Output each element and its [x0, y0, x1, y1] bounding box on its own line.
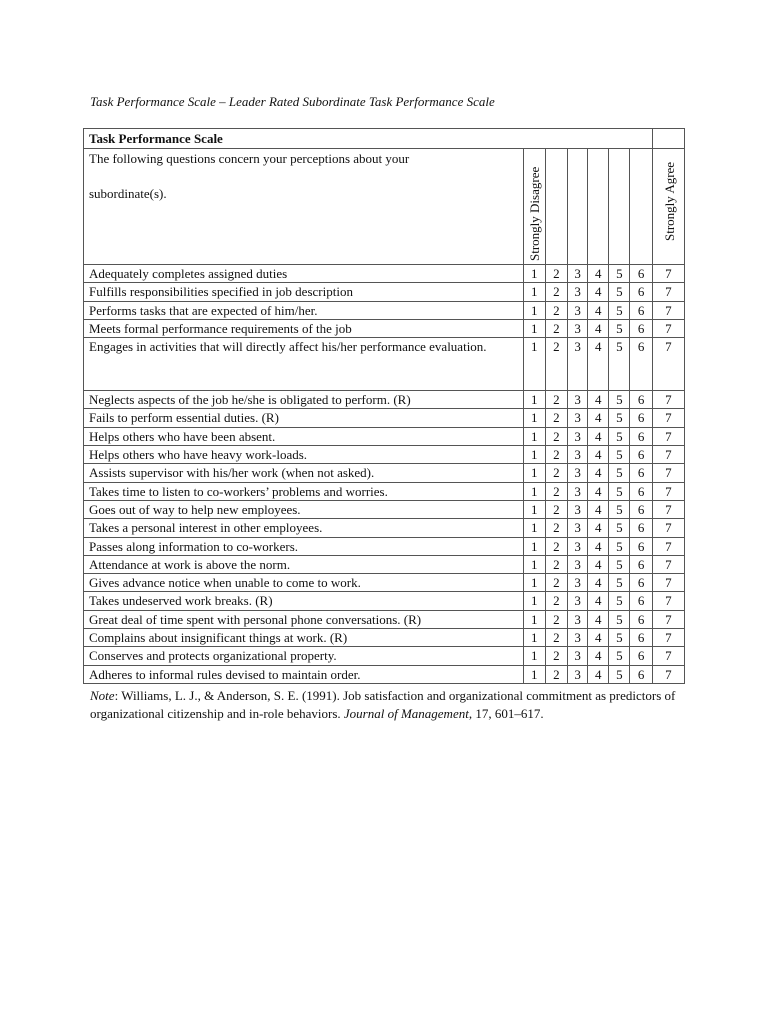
scale-option-3[interactable]: 3: [567, 283, 587, 301]
item-label: Gives advance notice when unable to come to work.: [84, 574, 524, 592]
scale-option-5[interactable]: 5: [609, 574, 630, 592]
intro-line-2: subordinate(s).: [89, 186, 167, 201]
scale-option-3[interactable]: 3: [567, 301, 587, 319]
scale-option-4[interactable]: 4: [588, 482, 609, 500]
scale-option-6[interactable]: 6: [630, 592, 652, 610]
scale-option-3[interactable]: 3: [567, 446, 587, 464]
item-label: Complains about insignificant things at work. (R): [84, 629, 524, 647]
scale-option-1[interactable]: 1: [523, 610, 545, 628]
scale-option-7[interactable]: 7: [652, 537, 684, 555]
table-header-row: [84, 129, 685, 149]
scale-option-7[interactable]: 7: [652, 482, 684, 500]
scale-option-7[interactable]: 7: [652, 265, 684, 283]
item-label: Takes time to listen to co-workers’ problems and worries.: [84, 482, 524, 500]
item-label: Goes out of way to help new employees.: [84, 500, 524, 518]
item-label: Fulfills responsibilities specified in job description: [84, 283, 524, 301]
table-row: [84, 283, 685, 301]
scale-option-1[interactable]: 1: [523, 391, 545, 409]
scale-option-1[interactable]: 1: [523, 537, 545, 555]
table-row: [84, 555, 685, 573]
scale-option-2[interactable]: 2: [545, 464, 567, 482]
scale-option-4[interactable]: 4: [588, 647, 609, 665]
scale-option-6[interactable]: 6: [630, 574, 652, 592]
anchor-low-label: Strongly Disagree: [526, 166, 542, 261]
scale-option-4[interactable]: 4: [588, 265, 609, 283]
table-row: [84, 592, 685, 610]
scale-option-3[interactable]: 3: [567, 629, 587, 647]
item-label: Fails to perform essential duties. (R): [84, 409, 524, 427]
scale-option-2[interactable]: 2: [545, 555, 567, 573]
scale-option-2[interactable]: 2: [545, 665, 567, 683]
scale-option-5[interactable]: 5: [609, 338, 630, 391]
scale-option-1[interactable]: 1: [523, 301, 545, 319]
scale-option-3[interactable]: 3: [567, 519, 587, 537]
scale-option-1[interactable]: 1: [523, 574, 545, 592]
scale-option-5[interactable]: 5: [609, 427, 630, 445]
scale-option-3[interactable]: 3: [567, 592, 587, 610]
scale-option-4[interactable]: 4: [588, 610, 609, 628]
scale-option-6[interactable]: 6: [630, 446, 652, 464]
scale-option-1[interactable]: 1: [523, 592, 545, 610]
scale-option-7[interactable]: 7: [652, 629, 684, 647]
scale-option-1[interactable]: 1: [523, 446, 545, 464]
table-row: [84, 391, 685, 409]
scale-option-1[interactable]: 1: [523, 555, 545, 573]
scale-option-3[interactable]: 3: [567, 574, 587, 592]
scale-option-7[interactable]: 7: [652, 574, 684, 592]
scale-option-5[interactable]: 5: [609, 283, 630, 301]
scale-option-5[interactable]: 5: [609, 409, 630, 427]
table-header: Task Performance Scale: [84, 129, 653, 149]
scale-option-6[interactable]: 6: [630, 319, 652, 337]
scale-option-4[interactable]: 4: [588, 446, 609, 464]
scale-option-4[interactable]: 4: [588, 301, 609, 319]
scale-option-1[interactable]: 1: [523, 283, 545, 301]
scale-option-1[interactable]: 1: [523, 409, 545, 427]
scale-option-5[interactable]: 5: [609, 446, 630, 464]
scale-option-1[interactable]: 1: [523, 519, 545, 537]
item-label: [84, 338, 524, 391]
item-label: Takes undeserved work breaks. (R): [84, 592, 524, 610]
scale-option-3[interactable]: 3: [567, 537, 587, 555]
citation-note: [90, 687, 680, 723]
scale-option-6[interactable]: 6: [630, 519, 652, 537]
scale-option-4[interactable]: 4: [588, 338, 609, 391]
scale-option-4[interactable]: 4: [588, 283, 609, 301]
scale-option-7[interactable]: 7: [652, 446, 684, 464]
table-row: [84, 500, 685, 518]
scale-option-6[interactable]: 6: [630, 610, 652, 628]
table-row: [84, 464, 685, 482]
anchor-high-label: Strongly Agree: [661, 161, 677, 241]
table-row: [84, 301, 685, 319]
scale-option-2[interactable]: 2: [545, 409, 567, 427]
scale-option-4[interactable]: 4: [588, 629, 609, 647]
scale-option-5[interactable]: 5: [609, 464, 630, 482]
note-label: Note: [90, 688, 115, 703]
scale-option-7[interactable]: 7: [652, 283, 684, 301]
table-row: [84, 265, 685, 283]
scale-option-3[interactable]: 3: [567, 265, 587, 283]
scale-option-2[interactable]: 2: [545, 537, 567, 555]
scale-option-6[interactable]: 6: [630, 665, 652, 683]
scale-option-2[interactable]: 2: [545, 610, 567, 628]
scale-option-5[interactable]: 5: [609, 537, 630, 555]
scale-option-5[interactable]: 5: [609, 665, 630, 683]
scale-option-3[interactable]: 3: [567, 482, 587, 500]
scale-option-1[interactable]: 1: [523, 629, 545, 647]
item-label: Great deal of time spent with personal phone conversations. (R): [84, 610, 524, 628]
scale-option-2[interactable]: 2: [545, 519, 567, 537]
scale-option-4[interactable]: 4: [588, 537, 609, 555]
scale-option-3[interactable]: 3: [567, 500, 587, 518]
scale-option-5[interactable]: 5: [609, 319, 630, 337]
item-label: Meets formal performance requirements of the job: [84, 319, 524, 337]
scale-option-7[interactable]: 7: [652, 665, 684, 683]
scale-option-5[interactable]: 5: [609, 265, 630, 283]
scale-option-1[interactable]: 1: [523, 338, 545, 391]
scale-option-7[interactable]: 7: [652, 647, 684, 665]
table-row: [84, 647, 685, 665]
scale-option-3[interactable]: 3: [567, 610, 587, 628]
scale-option-2[interactable]: 2: [545, 283, 567, 301]
item-label: Passes along information to co-workers.: [84, 537, 524, 555]
scale-option-2[interactable]: 2: [545, 427, 567, 445]
item-label: Conserves and protects organizational property.: [84, 647, 524, 665]
scale-option-4[interactable]: 4: [588, 409, 609, 427]
scale-option-6[interactable]: 6: [630, 647, 652, 665]
item-label: Helps others who have been absent.: [84, 427, 524, 445]
scale-option-5[interactable]: 5: [609, 592, 630, 610]
scale-option-2[interactable]: 2: [545, 265, 567, 283]
scale-option-2[interactable]: 2: [545, 446, 567, 464]
scale-option-2[interactable]: 2: [545, 574, 567, 592]
scale-option-3[interactable]: 3: [567, 464, 587, 482]
task-performance-table: [83, 128, 685, 684]
scale-option-3[interactable]: 3: [567, 409, 587, 427]
scale-option-4[interactable]: 4: [588, 391, 609, 409]
scale-option-4[interactable]: 4: [588, 592, 609, 610]
scale-option-7[interactable]: 7: [652, 427, 684, 445]
scale-option-7[interactable]: 7: [652, 301, 684, 319]
scale-option-2[interactable]: 2: [545, 319, 567, 337]
scale-option-4[interactable]: 4: [588, 555, 609, 573]
scale-option-3[interactable]: 3: [567, 555, 587, 573]
scale-option-6[interactable]: 6: [630, 482, 652, 500]
scale-option-2[interactable]: 2: [545, 482, 567, 500]
scale-option-1[interactable]: 1: [523, 647, 545, 665]
scale-option-1[interactable]: 1: [523, 319, 545, 337]
item-label: Helps others who have heavy work-loads.: [84, 446, 524, 464]
note-text: : Williams, L. J., & Anderson, S. E. (1991). Job satisfaction and organizational commitment as predictors of organizational citizenship and in-role behaviors.: [90, 688, 676, 721]
table-row: [84, 537, 685, 555]
item-label: Attendance at work is above the norm.: [84, 555, 524, 573]
note-journal: Journal of Management: [343, 706, 469, 721]
scale-option-2[interactable]: 2: [545, 629, 567, 647]
scale-option-5[interactable]: 5: [609, 610, 630, 628]
item-label: Neglects aspects of the job he/she is obligated to perform. (R): [84, 391, 524, 409]
scale-option-5[interactable]: 5: [609, 301, 630, 319]
scale-option-5[interactable]: 5: [609, 519, 630, 537]
scale-option-2[interactable]: 2: [545, 301, 567, 319]
scale-option-2[interactable]: 2: [545, 592, 567, 610]
scale-option-5[interactable]: 5: [609, 555, 630, 573]
scale-option-5[interactable]: 5: [609, 629, 630, 647]
scale-option-4[interactable]: 4: [588, 519, 609, 537]
scale-option-5[interactable]: 5: [609, 647, 630, 665]
scale-option-1[interactable]: 1: [523, 482, 545, 500]
scale-option-2[interactable]: 2: [545, 391, 567, 409]
table-row: [84, 446, 685, 464]
scale-option-4[interactable]: 4: [588, 427, 609, 445]
item-label: Assists supervisor with his/her work (when not asked).: [84, 464, 524, 482]
scale-option-3[interactable]: 3: [567, 319, 587, 337]
anchor-high-cell: [652, 149, 684, 265]
scale-option-5[interactable]: 5: [609, 391, 630, 409]
item-label: Performs tasks that are expected of him/her.: [84, 301, 524, 319]
scale-option-6[interactable]: 6: [630, 537, 652, 555]
scale-option-1[interactable]: 1: [523, 500, 545, 518]
table-header-blank: [652, 129, 684, 149]
scale-option-7[interactable]: 7: [652, 519, 684, 537]
intro-row: [84, 149, 685, 265]
scale-option-7[interactable]: 7: [652, 464, 684, 482]
item-label: Adequately completes assigned duties: [84, 265, 524, 283]
scale-option-5[interactable]: 5: [609, 500, 630, 518]
scale-option-7[interactable]: 7: [652, 592, 684, 610]
scale-option-5[interactable]: 5: [609, 482, 630, 500]
table-row: [84, 338, 685, 391]
document-title: Task Performance Scale – Leader Rated Subordinate Task Performance Scale: [90, 94, 495, 109]
scale-option-3[interactable]: 3: [567, 391, 587, 409]
table-row: [84, 610, 685, 628]
scale-option-7[interactable]: 7: [652, 391, 684, 409]
scale-option-3[interactable]: 3: [567, 427, 587, 445]
scale-option-6[interactable]: 6: [630, 338, 652, 391]
scale-option-2[interactable]: 2: [545, 338, 567, 391]
table-row: [84, 319, 685, 337]
intro-cell: [84, 149, 524, 265]
scale-option-7[interactable]: 7: [652, 319, 684, 337]
scale-option-3[interactable]: 3: [567, 338, 587, 391]
scale-option-6[interactable]: 6: [630, 391, 652, 409]
scale-option-3[interactable]: 3: [567, 665, 587, 683]
scale-option-3[interactable]: 3: [567, 647, 587, 665]
scale-option-6[interactable]: 6: [630, 500, 652, 518]
scale-option-6[interactable]: 6: [630, 464, 652, 482]
table-row: [84, 629, 685, 647]
scale-option-4[interactable]: 4: [588, 665, 609, 683]
scale-option-6[interactable]: 6: [630, 555, 652, 573]
note-text-end: , 17, 601–617.: [468, 706, 544, 721]
scale-option-6[interactable]: 6: [630, 427, 652, 445]
table-row: [84, 409, 685, 427]
scale-option-2[interactable]: 2: [545, 647, 567, 665]
scale-option-6[interactable]: 6: [630, 409, 652, 427]
scale-option-7[interactable]: 7: [652, 555, 684, 573]
scale-option-4[interactable]: 4: [588, 319, 609, 337]
scale-option-7[interactable]: 7: [652, 500, 684, 518]
scale-option-7[interactable]: 7: [652, 610, 684, 628]
table-row: [84, 665, 685, 683]
table-row: [84, 574, 685, 592]
table-row: [84, 482, 685, 500]
table-row: [84, 427, 685, 445]
scale-option-6[interactable]: 6: [630, 629, 652, 647]
scale-option-1[interactable]: 1: [523, 665, 545, 683]
scale-option-6[interactable]: 6: [630, 283, 652, 301]
scale-option-4[interactable]: 4: [588, 574, 609, 592]
anchor-low-cell: [523, 149, 545, 265]
scale-option-2[interactable]: 2: [545, 500, 567, 518]
scale-option-1[interactable]: 1: [523, 427, 545, 445]
scale-option-6[interactable]: 6: [630, 265, 652, 283]
item-label: Takes a personal interest in other employees.: [84, 519, 524, 537]
item-text: Engages in activities that will directly affect his/her performance evaluation.: [89, 339, 487, 355]
scale-option-6[interactable]: 6: [630, 301, 652, 319]
scale-option-4[interactable]: 4: [588, 464, 609, 482]
scale-option-7[interactable]: 7: [652, 409, 684, 427]
item-label: Adheres to informal rules devised to maintain order.: [84, 665, 524, 683]
intro-line-1: The following questions concern your perceptions about your: [89, 151, 410, 166]
table-row: [84, 519, 685, 537]
scale-option-1[interactable]: 1: [523, 265, 545, 283]
scale-option-7[interactable]: 7: [652, 338, 684, 391]
scale-option-1[interactable]: 1: [523, 464, 545, 482]
scale-option-4[interactable]: 4: [588, 500, 609, 518]
